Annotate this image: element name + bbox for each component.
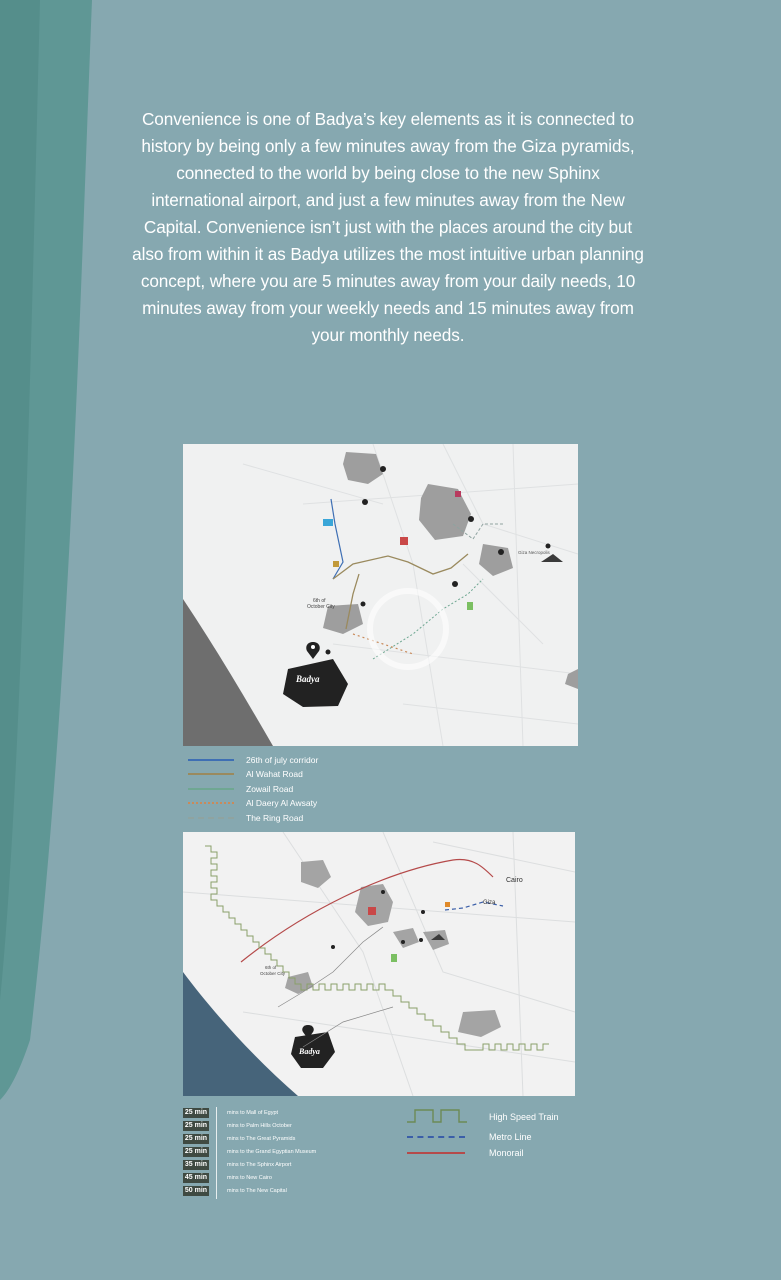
- road-swatch-26th-of-july: [188, 759, 234, 761]
- high-speed-train-swatch: [407, 1108, 467, 1124]
- map2-orange-landmark-icon: [445, 902, 450, 907]
- green-landmark-icon: [467, 602, 473, 610]
- time-destination: mins to The Great Pyramids: [227, 1136, 296, 1142]
- map2-red-landmark-icon: [368, 907, 376, 915]
- time-destination: mins to New Cairo: [227, 1175, 272, 1181]
- road-map-graphic: [183, 444, 578, 746]
- time-badge: 25 min: [184, 1135, 208, 1142]
- road-swatch-al-wahat: [188, 773, 234, 775]
- transit-label: Monorail: [489, 1148, 524, 1158]
- metro-line-swatch: [407, 1136, 465, 1138]
- time-destination: mins to The Sphinx Airport: [227, 1162, 292, 1168]
- road-label: 26th of july corridor: [246, 755, 319, 765]
- roads-legend: [186, 753, 446, 825]
- roads-legend-row: [186, 796, 446, 810]
- red-landmark-icon: [400, 537, 408, 545]
- map1-pyramids-label: Giza Necropolis: [518, 550, 550, 555]
- yellow-landmark-icon: [333, 561, 339, 567]
- monorail-swatch: [407, 1152, 465, 1154]
- map2-giza-label: Giza: [483, 900, 496, 906]
- map2-green-landmark-icon: [391, 954, 397, 962]
- road-label: The Ring Road: [246, 812, 304, 823]
- roads-legend-row: [186, 782, 446, 796]
- map2-badya-label: Badya: [299, 1047, 320, 1056]
- transit-legend-row: [405, 1130, 605, 1146]
- map2-city-label-line1: 6th of: [265, 965, 277, 970]
- road-swatch-ring-road: [188, 817, 234, 819]
- time-destination: mins to The New Capital: [227, 1188, 287, 1194]
- time-badge: 25 min: [184, 1109, 208, 1116]
- road-label: Zowail Road: [246, 783, 294, 794]
- transit-legend-row: [405, 1146, 605, 1162]
- transit-label: Metro Line: [489, 1132, 532, 1142]
- transit-legend-row: [405, 1110, 605, 1130]
- transit-legend: [405, 1110, 605, 1162]
- time-badge: 25 min: [184, 1148, 208, 1155]
- roads-legend-row: [186, 767, 446, 781]
- time-badge: 45 min: [184, 1174, 208, 1181]
- road-swatch-zowail: [188, 788, 234, 790]
- road-label: Al Wahat Road: [246, 769, 303, 780]
- transit-map-graphic: [183, 832, 575, 1096]
- transit-map: [183, 832, 575, 1096]
- map1-city-label-line2: October City: [307, 604, 335, 610]
- time-destination: mins to the Grand Egyptian Museum: [227, 1149, 317, 1155]
- pink-landmark-icon: [455, 491, 461, 497]
- roads-legend-row: [186, 811, 446, 825]
- time-destination: mins to Mall of Egypt: [227, 1110, 279, 1116]
- times-divider: [216, 1107, 217, 1199]
- map1-city-label-line1: 6th of: [313, 598, 326, 604]
- time-badge: 25 min: [184, 1122, 208, 1129]
- roads-legend-row: [186, 753, 446, 767]
- map2-city-label-line2: October City: [260, 971, 286, 976]
- road-swatch-al-daery: [188, 802, 234, 804]
- time-destination: mins to Palm Hills October: [227, 1123, 292, 1129]
- time-badge: 50 min: [184, 1187, 208, 1194]
- transit-label: High Speed Train: [489, 1112, 559, 1122]
- blue-landmark-icon: [323, 519, 333, 526]
- map2-cairo-label: Cairo: [506, 877, 523, 884]
- road-label: Al Daery Al Awsaty: [246, 798, 318, 809]
- map1-badya-label: Badya: [296, 674, 320, 684]
- intro-paragraph: Convenience is one of Badya’s key elements as it is connected to history by being only a few minutes away from the Giza pyramids, connected to the world by being close to the new Sphinx international airport, and just a few minutes away from the New Capital. Convenience isn’t just with the places around the city but also from within it as Badya utilizes the most intuitive urban planning concept, where you are 5 minutes away from your daily needs, 10 minutes away from your weekly needs and 15 minutes away from your monthly needs.: [132, 109, 644, 345]
- road-map: [183, 444, 578, 746]
- time-badge: 35 min: [184, 1161, 208, 1168]
